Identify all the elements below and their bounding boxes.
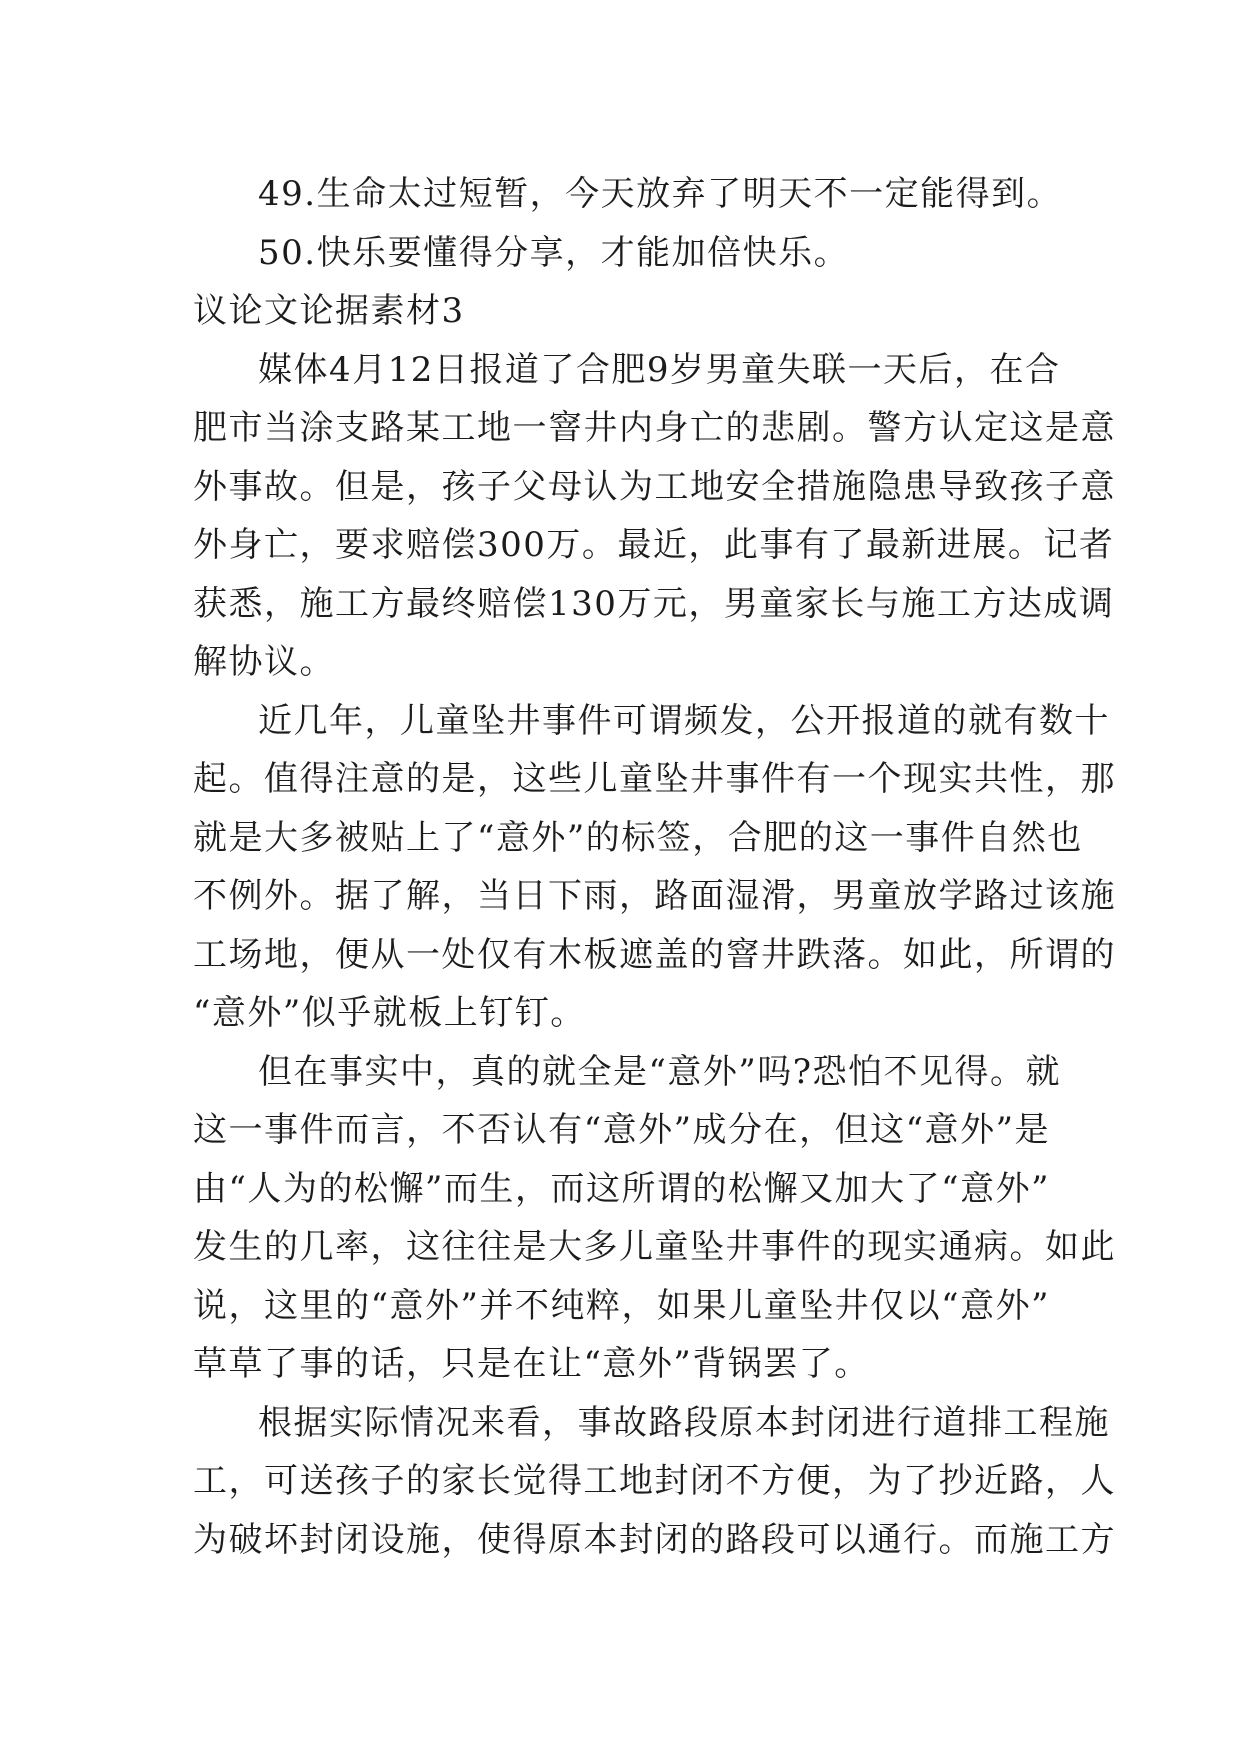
paragraph-line: 工场地，便从一处仅有木板遮盖的窨井跌落。如此，所谓的 bbox=[193, 934, 1116, 975]
paragraph-line: 不例外。据了解，当日下雨，路面湿滑，男童放学路过该施 bbox=[193, 876, 1116, 916]
paragraph-3 bbox=[193, 1043, 1116, 1394]
paragraph-line: 就是大多被贴上了“意外”的标签，合肥的这一事件自然也 bbox=[193, 817, 1083, 858]
list-item-text: 49.生命太过短暂，今天放弃了明天不一定能得到。 bbox=[258, 174, 1063, 214]
paragraph-line: 草草了事的话，只是在让“意外”背锅罢了。 bbox=[193, 1344, 870, 1384]
paragraph-line: 近几年，儿童坠井事件可谓频发，公开报道的就有数十 bbox=[258, 700, 1110, 741]
paragraph-line: 根据实际情况来看，事故路段原本封闭进行道排工程施 bbox=[258, 1402, 1110, 1443]
paragraph-line: 外事故。但是，孩子父母认为工地安全措施隐患导致孩子意 bbox=[193, 466, 1116, 507]
paragraph-line: 发生的几率，这往往是大多儿童坠井事件的现实通病。如此 bbox=[193, 1227, 1116, 1267]
paragraph-line: 这一事件而言，不否认有“意外”成分在，但这“意外”是 bbox=[193, 1110, 1050, 1150]
section-heading-text: 议论文论据素材3 bbox=[193, 291, 465, 331]
paragraph-line: 外身亡，要求赔偿300万。最近，此事有了最新进展。记者 bbox=[193, 525, 1115, 565]
paragraph-line: 解协议。 bbox=[193, 642, 335, 682]
paragraph-line: 获悉，施工方最终赔偿130万元，男童家长与施工方达成调 bbox=[193, 583, 1115, 624]
section-heading bbox=[193, 282, 1050, 341]
paragraph-line: 肥市当涂支路某工地一窨井内身亡的悲剧。警方认定这是意 bbox=[193, 408, 1116, 448]
paragraph-line: 为破坏封闭设施，使得原本封闭的路段可以通行。而施工方 bbox=[193, 1519, 1116, 1560]
paragraph-line: 但在事实中，真的就全是“意外”吗?恐怕不见得。就 bbox=[258, 1051, 1061, 1092]
paragraph-line: 由“人为的松懈”而生，而这所谓的松懈又加大了“意外” bbox=[193, 1168, 1050, 1209]
list-item-50 bbox=[193, 224, 1050, 283]
paragraph-line: 说，这里的“意外”并不纯粹，如果儿童坠井仅以“意外” bbox=[193, 1285, 1050, 1326]
paragraph-line: “意外”似乎就板上钉钉。 bbox=[193, 993, 586, 1033]
paragraph-line: 媒体4月12日报道了合肥9岁男童失联一天后，在合 bbox=[258, 349, 1061, 390]
document-body bbox=[193, 165, 1116, 1569]
paragraph-line: 起。值得注意的是，这些儿童坠井事件有一个现实共性，那 bbox=[193, 759, 1116, 799]
paragraph-2 bbox=[193, 692, 1116, 1043]
list-item-49 bbox=[193, 165, 1063, 224]
paragraph-1 bbox=[193, 341, 1116, 692]
paragraph-4 bbox=[193, 1394, 1116, 1570]
paragraph-line: 工，可送孩子的家长觉得工地封闭不方便，为了抄近路，人 bbox=[193, 1461, 1116, 1501]
list-item-text: 50.快乐要懂得分享，才能加倍快乐。 bbox=[258, 232, 850, 273]
